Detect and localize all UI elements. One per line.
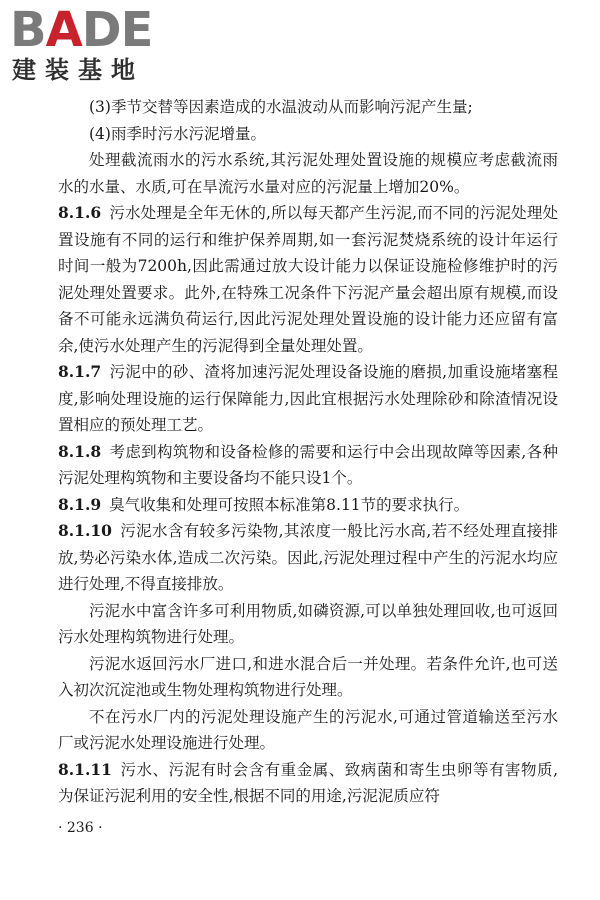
- paragraph-text: 考虑到构筑物和设备检修的需要和运行中会出现故障等因素,各种污泥处理构筑物和主要设备均不能只设1个。: [58, 442, 558, 487]
- document-body: [58, 94, 558, 810]
- clause-number: 8.1.8: [58, 441, 102, 461]
- paragraph: [58, 704, 558, 757]
- logo-brand-b: B: [10, 2, 46, 58]
- logo-brand-de: DE: [81, 2, 153, 58]
- paragraph: [58, 651, 558, 704]
- clause-8-1-8: [58, 439, 558, 492]
- paragraph: [58, 121, 558, 148]
- paragraph-text: (3)季节交替等因素造成的水温波动从而影响污泥产生量;: [89, 98, 473, 116]
- paragraph-text: (4)雨季时污水污泥增量。: [89, 124, 266, 143]
- clause-8-1-11: [58, 757, 558, 810]
- paragraph-text: 不在污水厂内的污泥处理设施产生的污泥水,可通过管道输送至污水厂或污泥水处理设施进行处理。: [58, 707, 558, 752]
- logo-subtitle: 建装基地: [12, 56, 144, 84]
- paragraph-text: 污泥水中富含许多可利用物质,如磷资源,可以单独处理回收,也可返回污水处理构筑物进行处理。: [58, 601, 558, 646]
- paragraph: [58, 598, 558, 651]
- paragraph-text: 臭气收集和处理可按照本标准第8.11节的要求执行。: [109, 495, 470, 514]
- paragraph-text: 污水、污泥有时会含有重金属、致病菌和寄生虫卵等有害物质,为保证污泥利用的安全性,根据不同的用途,污泥泥质应符: [58, 760, 558, 805]
- clause-8-1-9: [58, 492, 558, 519]
- page-number: · 236 ·: [58, 820, 103, 836]
- clause-number: 8.1.11: [58, 759, 112, 779]
- clause-number: 8.1.10: [58, 521, 112, 540]
- paragraph-text: 污泥水含有较多污染物,其浓度一般比污水高,若不经处理直接排放,势必污染水体,造成二次污染。因此,污泥处理过程中产生的污泥水均应进行处理,不得直接排放。: [58, 522, 558, 593]
- clause-number: 8.1.9: [58, 494, 102, 514]
- bade-logo: [10, 4, 185, 86]
- logo-brand-a: A: [45, 2, 82, 58]
- clause-number: 8.1.7: [58, 362, 102, 381]
- paragraph-text: 处理截流雨水的污水系统,其污泥处理处置设施的规模应考虑截流雨水的水量、水质,可在旱流污水量对应的污泥量上增加20%。: [58, 151, 558, 196]
- paragraph: [58, 94, 558, 121]
- paragraph-text: 污泥中的砂、渣将加速污泥处理设备设施的磨损,加重设施堵塞程度,影响处理设施的运行保障能力,因此宜根据污水处理除砂和除渣情况设置相应的预处理工艺。: [58, 363, 558, 434]
- clause-8-1-6: [58, 200, 558, 359]
- paragraph-text: 污水处理是全年无休的,所以每天都产生污泥,而不同的污泥处理处置设施有不同的运行和维护保养周期,如一套污泥焚烧系统的设计年运行时间一般为7200h,因此需通过放大设计能力以保证设施检修维护时的污泥处理处置要求。此外,在特殊工况条件下污泥产量会超出原有规模,而设备不可能永远满负荷运行,因此污泥处理处置设施的设计能力还应留有富余,使污水处理产生的污泥得到全量处理处置。: [58, 204, 558, 355]
- logo-brand: [10, 4, 152, 56]
- clause-8-1-10: [58, 518, 558, 598]
- paragraph: [58, 147, 558, 200]
- paragraph-text: 污泥水返回污水厂进口,和进水混合后一并处理。若条件允许,也可送入初次沉淀池或生物处理构筑物进行处理。: [58, 654, 558, 699]
- clause-number: 8.1.6: [58, 203, 102, 222]
- clause-8-1-7: [58, 359, 558, 439]
